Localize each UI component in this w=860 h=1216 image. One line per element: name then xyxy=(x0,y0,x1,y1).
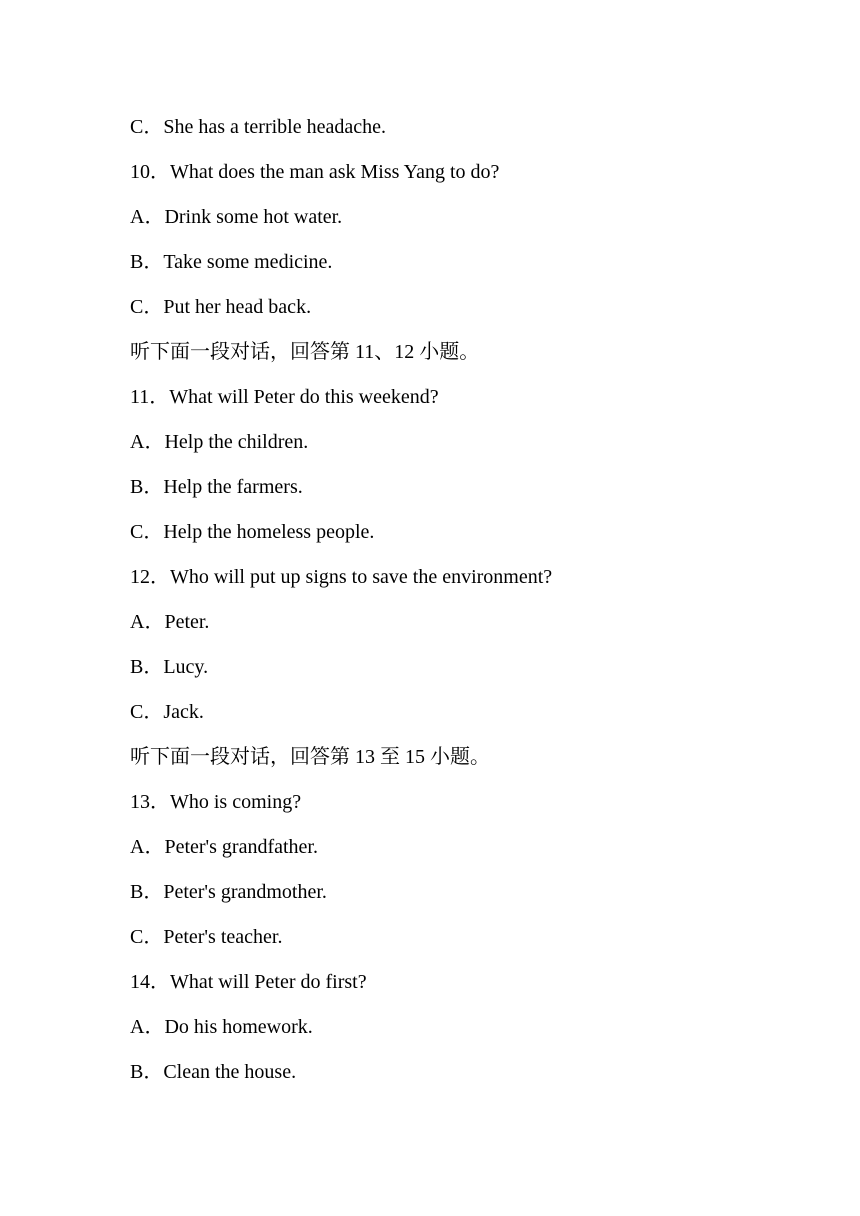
question-11: 11．What will Peter do this weekend? xyxy=(130,386,439,408)
option-12a: A．Peter. xyxy=(130,611,210,633)
option-13c: C．Peter's teacher. xyxy=(130,926,283,948)
question-10: 10．What does the man ask Miss Yang to do? xyxy=(130,161,500,183)
option-9c: C．She has a terrible headache. xyxy=(130,116,387,138)
question-12: 12．Who will put up signs to save the environment? xyxy=(130,566,553,588)
question-14: 14．What will Peter do first? xyxy=(130,971,367,993)
option-12b: B．Lucy. xyxy=(130,656,209,678)
section-instruction-13-15: 听下面一段对话，回答第 13 至 15 小题。 xyxy=(130,746,490,768)
question-13: 13．Who is coming? xyxy=(130,791,302,813)
option-11c: C．Help the homeless people. xyxy=(130,521,375,543)
option-14a: A．Do his homework. xyxy=(130,1016,313,1038)
option-10a: A．Drink some hot water. xyxy=(130,206,343,228)
option-13a: A．Peter's grandfather. xyxy=(130,836,318,858)
option-14b: B．Clean the house. xyxy=(130,1061,297,1083)
option-12c: C．Jack. xyxy=(130,701,204,723)
option-13b: B．Peter's grandmother. xyxy=(130,881,327,903)
option-11a: A．Help the children. xyxy=(130,431,309,453)
option-11b: B．Help the farmers. xyxy=(130,476,303,498)
option-10c: C．Put her head back. xyxy=(130,296,312,318)
section-instruction-11-12: 听下面一段对话，回答第 11、12 小题。 xyxy=(130,341,480,363)
option-10b: B．Take some medicine. xyxy=(130,251,333,273)
question-list xyxy=(130,113,810,1103)
